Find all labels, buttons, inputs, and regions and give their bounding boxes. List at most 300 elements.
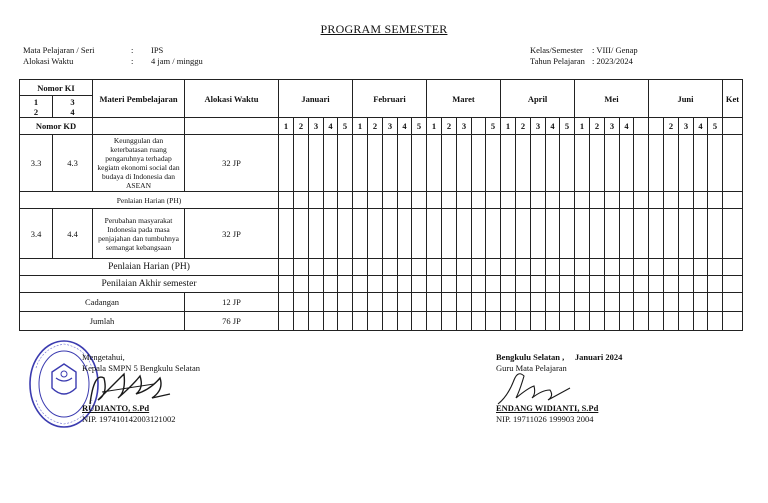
schedule-cell	[679, 293, 694, 312]
jumlah-value: 76 JP	[185, 312, 279, 331]
alokasi-cell: 32 JP	[185, 209, 279, 259]
schedule-cell	[649, 259, 664, 276]
schedule-cell	[560, 192, 575, 209]
schedule-cell	[708, 209, 723, 259]
schedule-cell	[694, 209, 708, 259]
schedule-cell	[427, 209, 442, 259]
table-row	[20, 192, 743, 209]
schedule-cell	[486, 192, 501, 209]
week-number: 1	[501, 118, 516, 135]
schedule-cell	[590, 276, 605, 293]
week-number: 2	[516, 118, 531, 135]
schedule-cell	[383, 293, 398, 312]
schedule-cell	[457, 259, 472, 276]
week-number: 5	[412, 118, 427, 135]
schedule-cell	[427, 276, 442, 293]
meta-value: : VIII/ Genap	[592, 45, 638, 55]
week-number: 4	[546, 118, 560, 135]
schedule-cell	[575, 209, 590, 259]
schedule-cell	[694, 192, 708, 209]
schedule-cell	[486, 209, 501, 259]
schedule-cell	[634, 209, 649, 259]
schedule-cell	[708, 312, 723, 331]
schedule-cell	[383, 135, 398, 192]
schedule-cell	[427, 259, 442, 276]
schedule-cell	[457, 276, 472, 293]
schedule-cell	[457, 192, 472, 209]
schedule-cell	[649, 276, 664, 293]
schedule-cell	[679, 192, 694, 209]
schedule-cell	[427, 135, 442, 192]
schedule-cell	[279, 259, 294, 276]
schedule-cell	[605, 276, 620, 293]
schedule-cell	[338, 293, 353, 312]
schedule-cell	[368, 276, 383, 293]
signature-block-right	[496, 352, 622, 424]
schedule-cell	[338, 192, 353, 209]
schedule-cell	[457, 293, 472, 312]
week-number: 4	[324, 118, 338, 135]
schedule-cell	[546, 293, 560, 312]
schedule-cell	[531, 259, 546, 276]
schedule-cell	[457, 312, 472, 331]
week-number: 1	[427, 118, 442, 135]
schedule-cell	[575, 312, 590, 331]
schedule-cell	[590, 192, 605, 209]
schedule-cell	[679, 312, 694, 331]
schedule-cell	[560, 259, 575, 276]
sign-right-nip: NIP. 19711026 199903 2004	[496, 413, 594, 424]
meta-sep: :	[131, 45, 134, 55]
cadangan-row	[20, 293, 743, 312]
schedule-cell	[531, 276, 546, 293]
nomor-ki-header: Nomor KI	[20, 80, 93, 96]
schedule-cell	[575, 259, 590, 276]
schedule-cell	[353, 293, 368, 312]
program-semester-table	[19, 79, 743, 331]
schedule-cell	[324, 192, 338, 209]
schedule-cell	[723, 276, 743, 293]
week-number: 3	[383, 118, 398, 135]
schedule-cell	[546, 209, 560, 259]
schedule-cell	[472, 276, 486, 293]
schedule-cell	[398, 293, 412, 312]
assessment-label: Penlaian Harian (PH)	[20, 192, 279, 209]
schedule-cell	[398, 135, 412, 192]
schedule-cell	[279, 276, 294, 293]
schedule-cell	[605, 209, 620, 259]
schedule-cell	[501, 276, 516, 293]
schedule-cell	[442, 192, 457, 209]
meta-label: Mata Pelajaran / Seri	[23, 45, 95, 55]
month-header-maret: Maret	[427, 80, 501, 118]
blank-cell	[185, 118, 279, 135]
schedule-cell	[398, 259, 412, 276]
schedule-cell	[516, 276, 531, 293]
week-number: 2	[294, 118, 309, 135]
schedule-cell	[531, 209, 546, 259]
schedule-cell	[442, 276, 457, 293]
schedule-cell	[531, 192, 546, 209]
schedule-cell	[664, 135, 679, 192]
schedule-cell	[486, 135, 501, 192]
schedule-cell	[546, 192, 560, 209]
schedule-cell	[723, 293, 743, 312]
assessment-label: Penlaian Harian (PH)	[20, 259, 279, 276]
schedule-cell	[338, 135, 353, 192]
schedule-cell	[620, 192, 634, 209]
schedule-cell	[309, 259, 324, 276]
schedule-cell	[294, 209, 309, 259]
schedule-cell	[353, 259, 368, 276]
schedule-cell	[412, 135, 427, 192]
schedule-cell	[664, 192, 679, 209]
table-row	[20, 259, 743, 276]
schedule-cell	[338, 209, 353, 259]
schedule-cell	[590, 259, 605, 276]
schedule-cell	[412, 312, 427, 331]
cadangan-label: Cadangan	[20, 293, 185, 312]
meta-row-subject	[23, 45, 203, 56]
schedule-cell	[634, 135, 649, 192]
ki-num: 3	[70, 96, 75, 107]
schedule-cell	[590, 209, 605, 259]
schedule-cell	[442, 259, 457, 276]
schedule-cell	[309, 135, 324, 192]
schedule-cell	[501, 259, 516, 276]
schedule-cell	[649, 192, 664, 209]
schedule-cell	[324, 276, 338, 293]
schedule-cell	[649, 312, 664, 331]
schedule-cell	[472, 259, 486, 276]
signature-block-left	[82, 352, 200, 424]
sign-left-line1: Mengetahui,	[82, 352, 125, 362]
schedule-cell	[412, 209, 427, 259]
kd4-cell: 4.3	[53, 135, 93, 192]
week-number: 3	[309, 118, 324, 135]
schedule-cell	[368, 192, 383, 209]
ket-header: Ket	[723, 80, 743, 118]
schedule-cell	[294, 276, 309, 293]
schedule-cell	[531, 312, 546, 331]
schedule-cell	[605, 192, 620, 209]
schedule-cell	[634, 312, 649, 331]
schedule-cell	[664, 276, 679, 293]
week-number: 4	[620, 118, 634, 135]
week-number: 3	[457, 118, 472, 135]
schedule-cell	[294, 312, 309, 331]
week-number: 5	[486, 118, 501, 135]
meta-row-time	[23, 56, 203, 67]
schedule-cell	[575, 293, 590, 312]
schedule-cell	[679, 259, 694, 276]
schedule-cell	[472, 312, 486, 331]
schedule-cell	[368, 293, 383, 312]
schedule-cell	[516, 293, 531, 312]
meta-row-class	[530, 45, 638, 56]
sign-left-name: RUDIANTO, S.Pd	[82, 403, 150, 413]
schedule-cell	[368, 209, 383, 259]
alokasi-header: Alokasi Waktu	[185, 80, 279, 118]
schedule-cell	[427, 192, 442, 209]
schedule-cell	[679, 209, 694, 259]
week-number	[634, 118, 649, 135]
schedule-cell	[442, 312, 457, 331]
schedule-cell	[620, 312, 634, 331]
schedule-cell	[294, 192, 309, 209]
schedule-cell	[649, 209, 664, 259]
schedule-cell	[353, 192, 368, 209]
schedule-cell	[472, 209, 486, 259]
schedule-cell	[649, 135, 664, 192]
meta-row-year	[530, 56, 638, 67]
kd4-cell: 4.4	[53, 209, 93, 259]
month-header-februari: Februari	[353, 80, 427, 118]
sign-left-line2: Kepala SMPN 5 Bengkulu Selatan	[82, 362, 201, 373]
signature-space	[82, 373, 200, 403]
schedule-cell	[383, 312, 398, 331]
schedule-cell	[620, 293, 634, 312]
schedule-cell	[412, 293, 427, 312]
schedule-cell	[338, 312, 353, 331]
schedule-cell	[531, 135, 546, 192]
schedule-cell	[723, 259, 743, 276]
meta-value: 4 jam / minggu	[151, 56, 203, 66]
schedule-cell	[309, 209, 324, 259]
schedule-cell	[294, 135, 309, 192]
schedule-cell	[708, 293, 723, 312]
schedule-cell	[324, 135, 338, 192]
schedule-cell	[501, 192, 516, 209]
schedule-cell	[279, 209, 294, 259]
meta-value: IPS	[151, 45, 164, 55]
schedule-cell	[324, 259, 338, 276]
schedule-cell	[501, 135, 516, 192]
schedule-cell	[649, 293, 664, 312]
table-row	[20, 135, 743, 192]
schedule-cell	[516, 209, 531, 259]
schedule-cell	[708, 135, 723, 192]
schedule-cell	[590, 293, 605, 312]
ki-num: 4	[70, 106, 75, 117]
week-number: 3	[679, 118, 694, 135]
schedule-cell	[427, 293, 442, 312]
schedule-cell	[620, 209, 634, 259]
schedule-cell	[442, 209, 457, 259]
meta-label: Tahun Pelajaran	[530, 56, 585, 66]
schedule-cell	[279, 312, 294, 331]
schedule-cell	[324, 209, 338, 259]
schedule-cell	[694, 293, 708, 312]
schedule-cell	[620, 135, 634, 192]
materi-cell: Perubahan masyarakat Indonesia pada masa penjajahan dan tumbuhnya semangat kebangsaan	[93, 209, 185, 259]
schedule-cell	[546, 259, 560, 276]
schedule-cell	[708, 259, 723, 276]
blank-cell	[723, 118, 743, 135]
schedule-cell	[324, 293, 338, 312]
schedule-cell	[575, 135, 590, 192]
blank-cell	[93, 118, 185, 135]
schedule-cell	[560, 209, 575, 259]
schedule-cell	[412, 192, 427, 209]
schedule-cell	[501, 312, 516, 331]
week-number: 2	[368, 118, 383, 135]
schedule-cell	[590, 312, 605, 331]
schedule-cell	[412, 259, 427, 276]
schedule-cell	[694, 135, 708, 192]
schedule-cell	[398, 312, 412, 331]
schedule-cell	[546, 312, 560, 331]
schedule-cell	[590, 135, 605, 192]
schedule-cell	[634, 276, 649, 293]
week-number: 4	[398, 118, 412, 135]
schedule-cell	[634, 293, 649, 312]
schedule-cell	[472, 192, 486, 209]
document-title: PROGRAM SEMESTER	[320, 22, 448, 36]
schedule-cell	[309, 276, 324, 293]
schedule-cell	[442, 293, 457, 312]
week-number: 1	[353, 118, 368, 135]
schedule-cell	[353, 276, 368, 293]
month-header-april: April	[501, 80, 575, 118]
kd3-cell: 3.4	[20, 209, 53, 259]
month-header-januari: Januari	[279, 80, 353, 118]
sign-right-role: Guru Mata Pelajaran	[496, 362, 567, 373]
assessment-label: Penilaian Akhir semester	[20, 276, 279, 293]
schedule-cell	[560, 276, 575, 293]
meta-label: Alokasi Waktu	[23, 56, 74, 66]
meta-left	[23, 45, 203, 67]
schedule-cell	[634, 192, 649, 209]
schedule-cell	[531, 293, 546, 312]
schedule-cell	[457, 135, 472, 192]
schedule-cell	[679, 276, 694, 293]
week-number: 5	[560, 118, 575, 135]
table-row	[20, 276, 743, 293]
schedule-cell	[353, 312, 368, 331]
schedule-cell	[398, 276, 412, 293]
meta-label: Kelas/Semester	[530, 45, 583, 55]
schedule-cell	[694, 312, 708, 331]
week-number	[649, 118, 664, 135]
month-header-mei: Mei	[575, 80, 649, 118]
schedule-cell	[501, 293, 516, 312]
schedule-cell	[294, 293, 309, 312]
schedule-cell	[309, 293, 324, 312]
schedule-cell	[664, 259, 679, 276]
ki-num: 1	[33, 96, 39, 107]
alokasi-cell: 32 JP	[185, 135, 279, 192]
schedule-cell	[694, 259, 708, 276]
schedule-cell	[383, 276, 398, 293]
schedule-cell	[723, 135, 743, 192]
schedule-cell	[486, 276, 501, 293]
schedule-cell	[472, 293, 486, 312]
schedule-cell	[383, 209, 398, 259]
schedule-cell	[486, 259, 501, 276]
week-number: 5	[708, 118, 723, 135]
schedule-cell	[723, 209, 743, 259]
week-number: 3	[531, 118, 546, 135]
schedule-cell	[279, 192, 294, 209]
schedule-cell	[368, 312, 383, 331]
schedule-cell	[516, 259, 531, 276]
schedule-cell	[294, 259, 309, 276]
schedule-cell	[605, 259, 620, 276]
schedule-cell	[398, 209, 412, 259]
schedule-cell	[368, 135, 383, 192]
schedule-cell	[457, 209, 472, 259]
schedule-cell	[309, 192, 324, 209]
schedule-cell	[605, 293, 620, 312]
schedule-cell	[723, 192, 743, 209]
schedule-cell	[472, 135, 486, 192]
schedule-cell	[620, 259, 634, 276]
schedule-cell	[664, 209, 679, 259]
schedule-cell	[427, 312, 442, 331]
schedule-cell	[412, 276, 427, 293]
sign-right-place-date: Bengkulu Selatan , Januari 2024	[496, 352, 623, 362]
schedule-cell	[398, 192, 412, 209]
schedule-cell	[309, 312, 324, 331]
schedule-cell	[575, 276, 590, 293]
schedule-cell	[353, 135, 368, 192]
schedule-cell	[338, 276, 353, 293]
meta-sep: :	[131, 56, 134, 66]
schedule-cell	[368, 259, 383, 276]
jumlah-row	[20, 312, 743, 331]
schedule-cell	[516, 192, 531, 209]
schedule-cell	[634, 259, 649, 276]
sign-right-name: ENDANG WIDIANTI, S.Pd	[496, 403, 599, 413]
jumlah-label: Jumlah	[20, 312, 185, 331]
schedule-cell	[501, 209, 516, 259]
week-number: 2	[664, 118, 679, 135]
ki-col-1-2	[20, 96, 53, 118]
week-number: 4	[694, 118, 708, 135]
schedule-cell	[442, 135, 457, 192]
month-header-juni: Juni	[649, 80, 723, 118]
schedule-cell	[279, 293, 294, 312]
schedule-cell	[679, 135, 694, 192]
schedule-cell	[486, 312, 501, 331]
schedule-cell	[486, 293, 501, 312]
ki-num: 2	[33, 106, 39, 117]
ki-col-3-4	[53, 96, 93, 118]
materi-cell: Keunggulan dan keterbatasan ruang pengaruhnya terhadap kegiatn ekonomi social dan budaya di Indonesia dan ASEAN	[93, 135, 185, 192]
meta-right	[530, 45, 638, 67]
week-number: 3	[605, 118, 620, 135]
schedule-cell	[664, 312, 679, 331]
schedule-cell	[383, 192, 398, 209]
schedule-cell	[664, 293, 679, 312]
schedule-cell	[694, 276, 708, 293]
schedule-cell	[605, 312, 620, 331]
signature-space	[496, 373, 622, 403]
schedule-cell	[324, 312, 338, 331]
nomor-kd-header: Nomor KD	[20, 118, 93, 135]
schedule-cell	[383, 259, 398, 276]
table-row	[20, 209, 743, 259]
schedule-cell	[575, 192, 590, 209]
schedule-cell	[560, 135, 575, 192]
cadangan-value: 12 JP	[185, 293, 279, 312]
schedule-cell	[605, 135, 620, 192]
week-number: 2	[442, 118, 457, 135]
schedule-cell	[338, 259, 353, 276]
schedule-cell	[708, 276, 723, 293]
schedule-cell	[516, 135, 531, 192]
